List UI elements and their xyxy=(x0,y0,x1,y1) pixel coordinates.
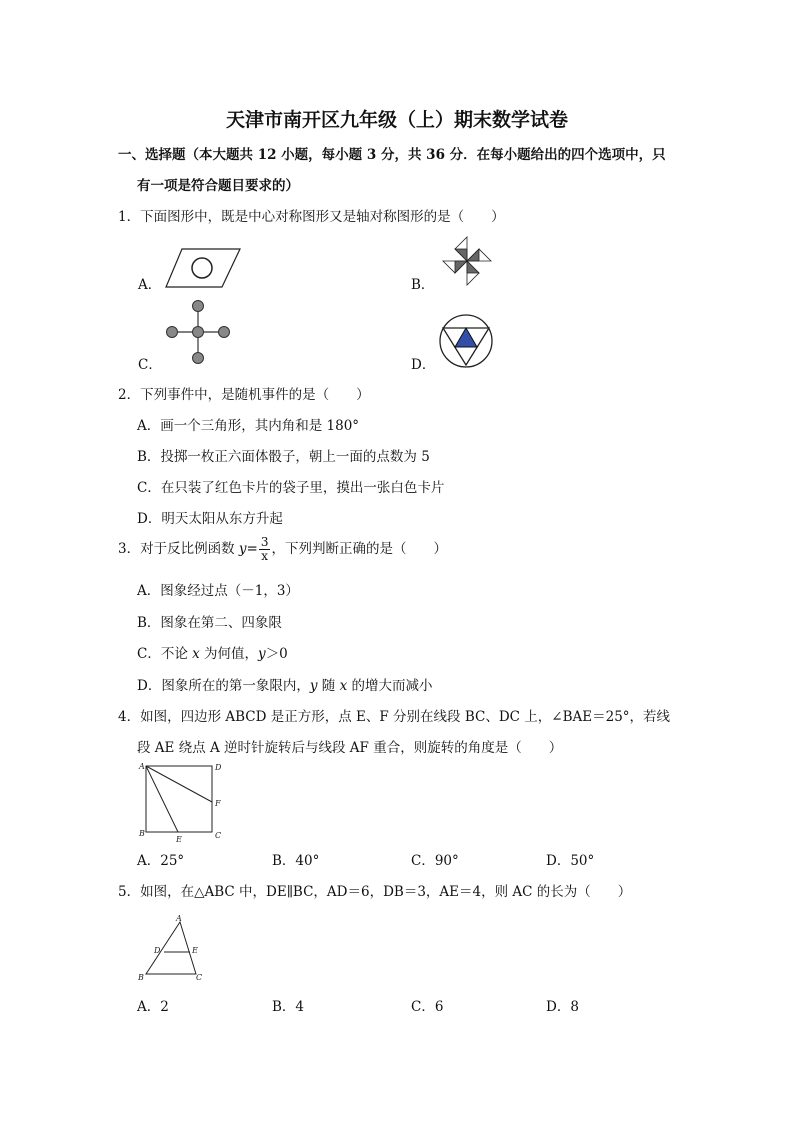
q2-stem: 2．下列事件中，是随机事件的是（ ） xyxy=(118,387,370,403)
q3-option-c: C．不论 x 为何值，y＞0 xyxy=(137,646,288,662)
q3-option-b: B．图象在第二、四象限 xyxy=(137,615,282,631)
page-title: 天津市南开区九年级（上）期末数学试卷 xyxy=(225,109,568,131)
label-f: F xyxy=(215,799,221,808)
q2-option-a: A．画一个三角形，其内角和是 180° xyxy=(137,418,360,434)
q4-option-a: A．25° xyxy=(137,853,185,869)
q1-stem: 1．下面图形中，既是中心对称图形又是轴对称图形的是（ ） xyxy=(118,209,505,225)
label-c: C xyxy=(215,831,222,840)
label-b: B xyxy=(138,973,144,982)
label-d: D xyxy=(154,946,161,955)
q5-option-b: B．4 xyxy=(272,999,305,1015)
q2-option-d: D．明天太阳从东方升起 xyxy=(137,511,283,527)
q3-stem: 3．对于反比例函数 y= $\frac{3}{x}$ ，下列判断正确的是（ ） xyxy=(118,535,447,563)
section-heading-line1: 一、选择题（本大题共 12 小题，每小题 3 分，共 36 分．在每小题给出的四个选项中，只 xyxy=(118,147,666,163)
parallelogram-circle-icon xyxy=(164,247,242,291)
q5-option-d: D．8 xyxy=(546,999,579,1015)
q2-option-c: C．在只装了红色卡片的袋子里，摸出一张白色卡片 xyxy=(137,480,445,496)
label-c: C xyxy=(196,973,203,982)
label-e: E xyxy=(192,946,198,955)
label-e: E xyxy=(176,835,182,844)
label-a: A xyxy=(139,762,145,771)
cross-dots-icon xyxy=(162,300,232,364)
square-abcd-diagram xyxy=(138,762,228,842)
q3-option-d: D．图象所在的第一象限内，y 随 x 的增大而减小 xyxy=(137,678,433,694)
label-a: A xyxy=(176,914,182,923)
q2-option-b: B．投掷一枚正六面体骰子，朝上一面的点数为 5 xyxy=(137,449,430,465)
q5-option-c: C．6 xyxy=(411,999,444,1015)
fraction-3-over-x: $\frac{3}{x}$ xyxy=(260,535,269,563)
q3-option-a: A．图象经过点（－1，3） xyxy=(137,583,299,599)
q4-stem-line2: 段 AE 绕点 A 逆时针旋转后与线段 AF 重合，则旋转的角度是（ ） xyxy=(137,740,563,756)
section-heading-line2: 有一项是符合题目要求的） xyxy=(137,178,299,194)
label-d: D xyxy=(215,763,222,772)
q1-option-c-label: C． xyxy=(138,357,162,373)
label-b: B xyxy=(139,829,145,838)
q1-option-d-label: D． xyxy=(411,357,436,373)
q5-stem: 5．如图，在△ABC 中，DE∥BC，AD＝6，DB＝3，AE＝4，则 AC 的长为（ ） xyxy=(118,884,632,900)
q4-option-d: D．50° xyxy=(546,853,595,869)
q5-option-a: A．2 xyxy=(137,999,169,1015)
q4-stem-line1: 4．如图，四边形 ABCD 是正方形，点 E、F 分别在线段 BC、DC 上，∠BAE＝25°，若线 xyxy=(118,709,671,725)
q4-option-c: C．90° xyxy=(411,853,459,869)
q4-option-b: B．40° xyxy=(272,853,320,869)
circle-triangles-icon xyxy=(438,313,494,369)
q1-option-a-label: A． xyxy=(138,277,162,293)
q1-option-b-label: B． xyxy=(411,277,435,293)
triangle-abc-diagram xyxy=(136,914,210,984)
pinwheel-icon xyxy=(440,234,494,288)
